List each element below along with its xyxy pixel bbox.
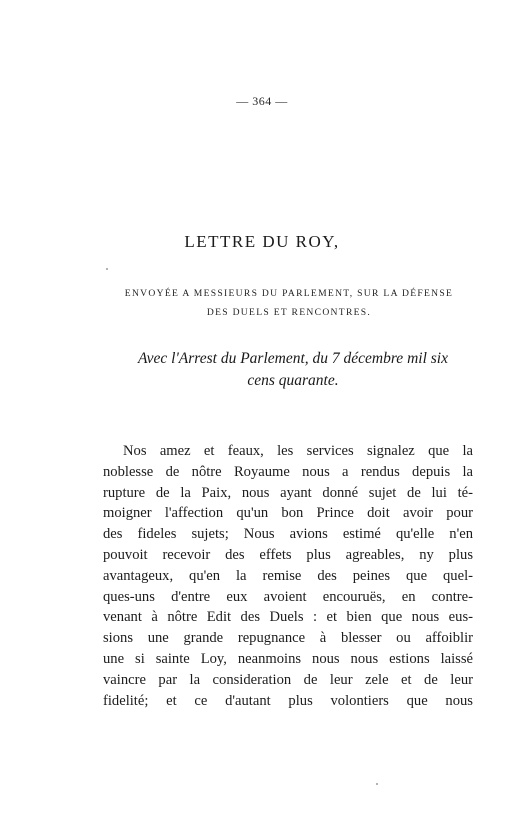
- letter-subtitle: [104, 284, 474, 322]
- body-line: moigner l'affection qu'un bon Prince doit avoir pour: [103, 505, 473, 522]
- body-line: fidelité; et ce d'autant plus volontiers que nous: [103, 692, 473, 709]
- arrest-note: [112, 348, 474, 392]
- body-line: une si sainte Loy, neanmoins nous nous estions laissé: [103, 650, 473, 667]
- body-line: avantageux, qu'en la remise des peines que quel-: [103, 567, 473, 584]
- arrest-note-line: Avec l'Arrest du Parlement, du 7 décembre mil six: [138, 350, 448, 367]
- letter-title: LETTRE DU ROY,: [184, 232, 340, 251]
- body-line: venant à nôtre Edit des Duels : et bien que nous eus-: [103, 609, 473, 626]
- body-paragraph: [103, 441, 473, 711]
- body-line: ques-uns d'entre eux avoient encouruës, en contre-: [103, 588, 473, 605]
- body-line: Nos amez et feaux, les services signalez que la: [123, 443, 473, 459]
- subtitle-line: ENVOYÉE A MESSIEURS DU PARLEMENT, SUR LA DÉFENSE: [124, 288, 454, 299]
- body-line: rupture de la Paix, nous ayant donné sujet de lui té-: [103, 484, 473, 501]
- body-line: noblesse de nôtre Royaume nous a rendus depuis la: [103, 463, 473, 480]
- page-number: — 364 —: [236, 94, 288, 108]
- paper-speck: [376, 783, 378, 785]
- body-line: des fideles sujets; Nous avions estimé qu'elle n'en: [103, 526, 473, 543]
- paper-speck: [106, 268, 108, 270]
- body-line: vaincre par la consideration de leur zele et de leur: [103, 671, 473, 688]
- arrest-note-line: cens quarante.: [247, 372, 339, 389]
- subtitle-line: DES DUELS ET RENCONTRES.: [206, 307, 372, 318]
- body-line: sions une grande repugnance à blesser ou affoiblir: [103, 630, 473, 647]
- body-line: pouvoit recevoir des effets plus agreables, ny plus: [103, 546, 473, 563]
